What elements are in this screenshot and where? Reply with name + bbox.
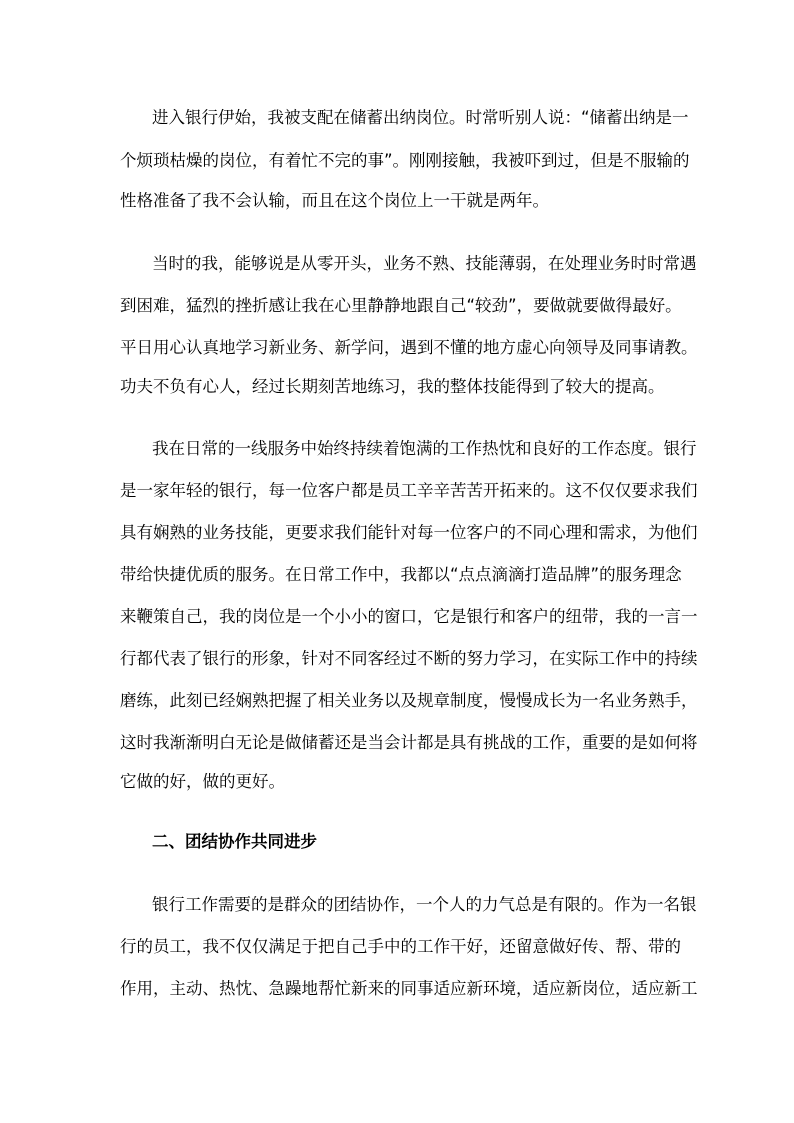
section-heading: 二、团结协作共同进步 bbox=[152, 832, 317, 851]
paragraph-2-line-3: 平日用心认真地学习新业务、新学问，遇到不懂的地方虚心向领导及同事请教。 bbox=[120, 338, 698, 357]
paragraph-1-line-2: 个烦琐枯燥的岗位，有着忙不完的事”。刚刚接触，我被吓到过，但是不服输的 bbox=[120, 151, 690, 170]
paragraph-4-line-3: 作用，主动、热忱、急躁地帮忙新来的同事适应新环境，适应新岗位，适应新工 bbox=[120, 979, 698, 998]
paragraph-2-line-1: 当时的我，能够说是从零开头，业务不熟、技能薄弱，在处理业务时时常遇 bbox=[152, 254, 697, 273]
paragraph-3-line-8: 这时我渐渐明白无论是做储蓄还是当会计都是具有挑战的工作，重要的是如何将 bbox=[120, 733, 698, 752]
paragraph-3-line-4: 带给快捷优质的服务。在日常工作中，我都以“点点滴滴打造品牌”的服务理念 bbox=[120, 565, 682, 584]
paragraph-3-line-5: 来鞭策自己，我的岗位是一个小小的窗口，它是银行和客户的纽带，我的一言一 bbox=[120, 607, 698, 626]
paragraph-3-line-9: 它做的好，做的更好。 bbox=[120, 772, 285, 791]
paragraph-3-line-3: 具有娴熟的业务技能，更要求我们能针对每一位客户的不同心理和需求，为他们 bbox=[120, 523, 698, 542]
paragraph-2-line-4: 功夫不负有心人，经过长期刻苦地练习，我的整体技能得到了较大的提高。 bbox=[120, 377, 665, 396]
paragraph-3-line-6: 行都代表了银行的形象，针对不同客经过不断的努力学习，在实际工作中的持续 bbox=[120, 649, 698, 668]
paragraph-1-line-3: 性格准备了我不会认输，而且在这个岗位上一干就是两年。 bbox=[120, 191, 549, 210]
paragraph-1-line-1: 进入银行伊始，我被支配在储蓄出纳岗位。时常听别人说：“储蓄出纳是一 bbox=[152, 108, 689, 127]
paragraph-3-line-7: 磨练，此刻已经娴熟把握了相关业务以及规章制度，慢慢成长为一名业务熟手， bbox=[120, 691, 698, 710]
paragraph-4-line-1: 银行工作需要的是群众的团结协作，一个人的力气总是有限的。作为一名银 bbox=[152, 895, 697, 914]
paragraph-2-line-2: 到困难，猛烈的挫折感让我在心里静静地跟自己“较劲”，要做就要做得最好。 bbox=[120, 296, 682, 315]
paragraph-3-line-2: 是一家年轻的银行，每一位客户都是员工辛辛苦苦开拓来的。这不仅仅要求我们 bbox=[120, 481, 698, 500]
paragraph-3-line-1: 我在日常的一线服务中始终持续着饱满的工作热忱和良好的工作态度。银行 bbox=[152, 439, 697, 458]
paragraph-4-line-2: 行的员工，我不仅仅满足于把自己手中的工作干好，还留意做好传、帮、带的 bbox=[120, 937, 681, 956]
